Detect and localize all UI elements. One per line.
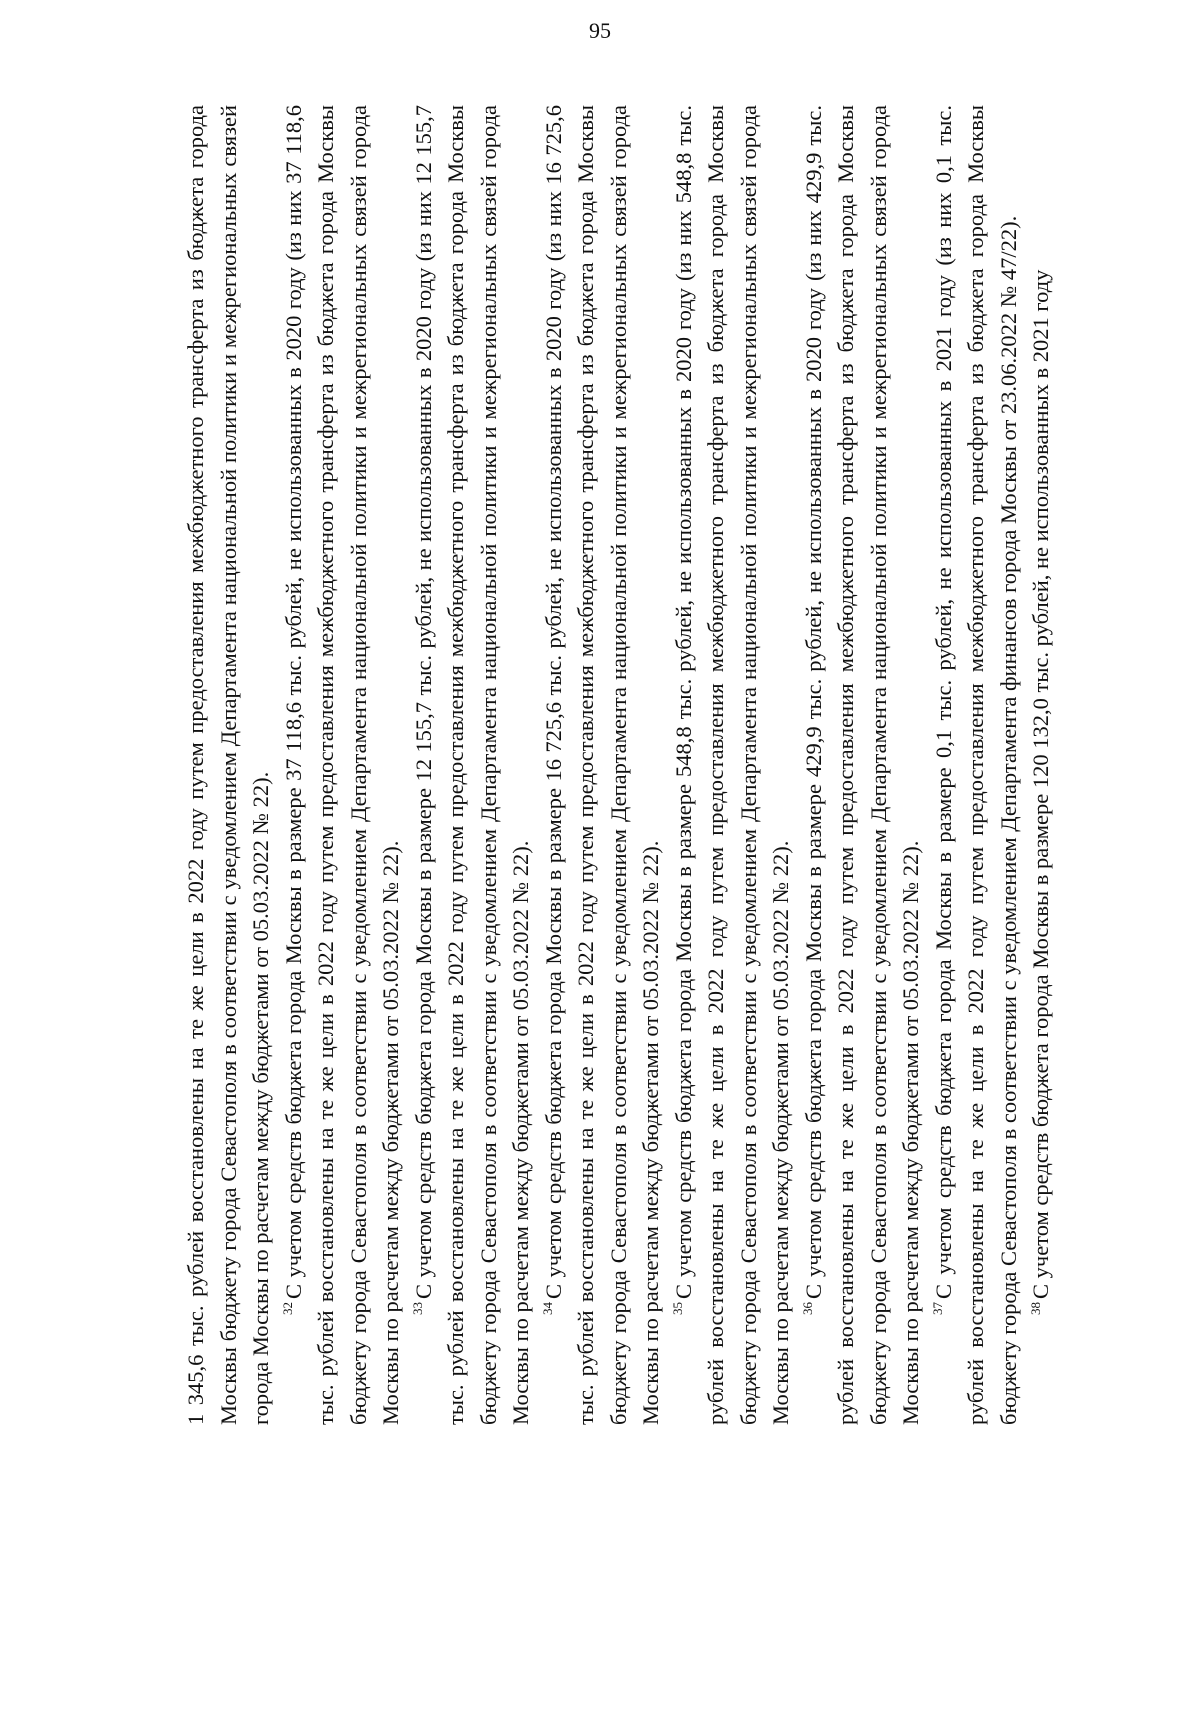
footnote-marker: 33 <box>410 1302 425 1315</box>
footnote-marker: 36 <box>800 1302 815 1315</box>
footnote-text: С учетом средств бюджета города Москвы в размере 548,8 тыс. рублей, не использованных в 2020 году (из них 548,8 тыс. рублей восстановлены на те же цели в 2022 году путем предоставления межбюджетного трансферта из бюджета города Москвы бюджету города Севастополя в соответствии с уведомлением Департамента национальной политики и межрегиональных связей города Москвы по расчетам между бюджетами от 05.03.2022 № 22). <box>670 105 793 1425</box>
footnote-text: С учетом средств бюджета города Москвы в размере 12 155,7 тыс. рублей, не использованных в 2020 году (из них 12 155,7 тыс. рублей восстановлены на те же цели в 2022 году путем предоставления межбюджетного трансферта из бюджета города Москвы бюджету города Севастополя в соответствии с уведомлением Департамента национальной политики и межрегиональных связей города Москвы по расчетам между бюджетами от 05.03.2022 № 22). <box>410 105 533 1425</box>
footnote-text: С учетом средств бюджета города Москвы в размере 0,1 тыс. рублей, не использованных в 2021 году (из них 0,1 тыс. рублей восстановлены на те же цели в 2022 году путем предоставления межбюджетного трансферта из бюджета города Москвы бюджету города Севастополя в соответствии с уведомлением Департамента финансов города Москвы от 23.06.2022 № 47/22). <box>930 105 1021 1425</box>
footnote-marker: 38 <box>1027 1302 1043 1315</box>
footnote-marker: 34 <box>540 1302 555 1315</box>
footnote-text: С учетом средств бюджета города Москвы в размере 429,9 тыс. рублей, не использованных в 2020 году (из них 429,9 тыс. рублей восстановлены на те же цели в 2022 году путем предоставления межбюджетного трансферта из бюджета города Москвы бюджету города Севастополя в соответствии с уведомлением Департамента национальной политики и межрегиональных связей города Москвы по расчетам между бюджетами от 05.03.2022 № 22). <box>800 105 923 1425</box>
footnote-text: 1 345,6 тыс. рублей восстановлены на те же цели в 2022 году путем предоставления межбюджетного трансферта из бюджета города Москвы бюджету города Севастополя в соответствии с уведомлением Департамента национальной политики и межрегиональных связей города Москвы по расчетам между бюджетами от 05.03.2022 № 22). <box>183 105 273 1425</box>
footnote-marker: 37 <box>930 1302 945 1315</box>
footnote-marker: 35 <box>670 1302 685 1315</box>
footnote-38 <box>1025 105 1058 1425</box>
footnote-text: С учетом средств бюджета города Москвы в размере 37 118,6 тыс. рублей, не использованных в 2020 году (из них 37 118,6 тыс. рублей восстановлены на те же цели в 2022 году путем предоставления межбюджетного трансферта из бюджета города Москвы бюджету города Севастополя в соответствии с уведомлением Департамента национальной политики и межрегиональных связей города Москвы по расчетам между бюджетами от 05.03.2022 № 22). <box>280 105 403 1425</box>
page-number: 95 <box>589 18 611 43</box>
footnote-text: С учетом средств бюджета города Москвы в размере 16 725,6 тыс. рублей, не использованных в 2020 году (из них 16 725,6 тыс. рублей восстановлены на те же цели в 2022 году путем предоставления межбюджетного трансферта из бюджета города Москвы бюджету города Севастополя в соответствии с уведомлением Департамента национальной политики и межрегиональных связей города Москвы по расчетам между бюджетами от 05.03.2022 № 22). <box>540 105 663 1425</box>
footnote-marker: 32 <box>280 1302 295 1315</box>
footnote-32 <box>278 105 408 1425</box>
footnote-36 <box>798 105 928 1425</box>
footnote-37 <box>928 105 1026 1425</box>
footnote-continuation <box>180 105 278 1425</box>
footnotes-block <box>180 105 1140 1425</box>
footnote-text: С учетом средств бюджета города Москвы в размере 120 132,0 тыс. рублей, не использованных в 2021 году <box>1028 269 1053 1299</box>
footnote-33 <box>408 105 538 1425</box>
footnote-34 <box>538 105 668 1425</box>
footnote-35 <box>668 105 798 1425</box>
